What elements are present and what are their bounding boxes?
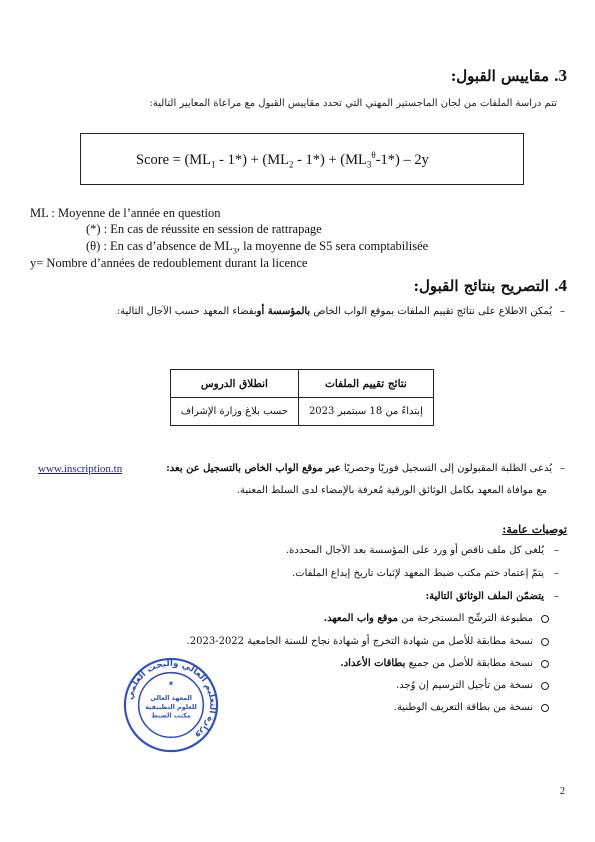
section-4-title: التصريح بنتائج القبول:	[413, 277, 550, 295]
document-item: نسخة مطابقة للأصل من جميع بطاقات الأعداد.	[340, 658, 549, 669]
svg-text:وزارة التعليم العالي والبحث ال: وزارة التعليم العالي والبحث العلمي	[125, 658, 218, 741]
registration-text: –يُدعى الطلبة المقبولون إلى التسجيل فوريًا وحصريًا عبر موقع الواب الخاص بالتسجيل عن بعد:	[166, 463, 565, 474]
table-header-row	[171, 370, 434, 398]
legend-ml: ML : Moyenne de l’année en question	[30, 206, 221, 220]
svg-text:★: ★	[167, 679, 175, 688]
document-item: نسخة من تأجيل الترسيم إن وُجد.	[396, 680, 549, 691]
page-number: 2	[560, 786, 565, 797]
svg-text:للعلوم التطبيقية: للعلوم التطبيقية	[145, 702, 197, 711]
section-3-number: 3.	[554, 66, 567, 85]
document-item: نسخة مطابقة للأصل من شهادة التخرج أو شهادة نجاح للسنة الجامعية 2022-2023.	[187, 636, 549, 647]
table-header-start: انطلاق الدروس	[171, 370, 299, 398]
document-item: مطبوعة الترشّح المستخرجة من موقع واب المعهد.	[324, 613, 549, 624]
legend-y: y= Nombre d’années de redoublement durant la licence	[30, 256, 308, 270]
circle-bullet-icon	[541, 682, 549, 690]
results-schedule-table	[170, 369, 434, 426]
section-3-intro: تتم دراسة الملفات من لجان الماجستير المهني التي تحدد مقاييس القبول مع مراعاة المعايير التالية:	[149, 98, 557, 109]
table-cell-start: حسب بلاغ وزارة الإشراف	[171, 398, 299, 426]
recommendations-title: توصيات عامة:	[502, 523, 567, 536]
section-4-heading	[413, 276, 567, 296]
documents-title: –يتضمّن الملف الوثائق التالية:	[425, 591, 559, 602]
document-item: نسخة من بطاقة التعريف الوطنية.	[394, 702, 549, 713]
circle-bullet-icon	[541, 615, 549, 623]
registration-line-2: مع موافاة المعهد بكامل الوثائق الورقية مُعرفة بالإمضاء لدى السلط المعنية.	[236, 485, 547, 496]
score-formula: Score = $(ML_1 - 1*) + (ML_2 - 1*) + (ML_3^\theta-1*) - 2y$	[136, 150, 429, 170]
section-4-text: –يُمكن الاطلاع على نتائج تقييم الملفات بموقع الواب الخاص بالمؤسسة أوبفضاء المعهد حسب الآجال التالية:	[116, 306, 565, 317]
circle-bullet-icon	[541, 660, 549, 668]
svg-text:المعهد العالي: المعهد العالي	[150, 694, 192, 703]
recommendation-item: –يتمّ إعتماد ختم مكتب ضبط المعهد لإثبات تاريخ إيداع الملفات.	[291, 568, 559, 579]
official-stamp-icon	[122, 656, 220, 754]
svg-text:مكتب الضبط: مكتب الضبط	[151, 711, 191, 720]
section-3-heading	[451, 66, 567, 86]
section-4-number: 4.	[554, 276, 567, 295]
table-cell-results: إبتداءً من 18 سبتمبر 2023	[298, 398, 433, 426]
table-row	[171, 398, 434, 426]
recommendation-item: –يُلغى كل ملف ناقص أو ورد على المؤسسة بعد الآجال المحددة.	[285, 545, 559, 556]
circle-bullet-icon	[541, 704, 549, 712]
legend-theta: (θ) : En cas d’absence de $ML_3$, la moyenne de S5 sera comptabilisée	[86, 239, 429, 256]
circle-bullet-icon	[541, 638, 549, 646]
legend-star: (*) : En cas de réussite en session de rattrapage	[86, 222, 322, 236]
section-3-title: مقاييس القبول:	[450, 67, 550, 85]
registration-link[interactable]: www.inscription.tn	[38, 463, 123, 475]
table-header-results: نتائج تقييم الملفات	[298, 370, 433, 398]
